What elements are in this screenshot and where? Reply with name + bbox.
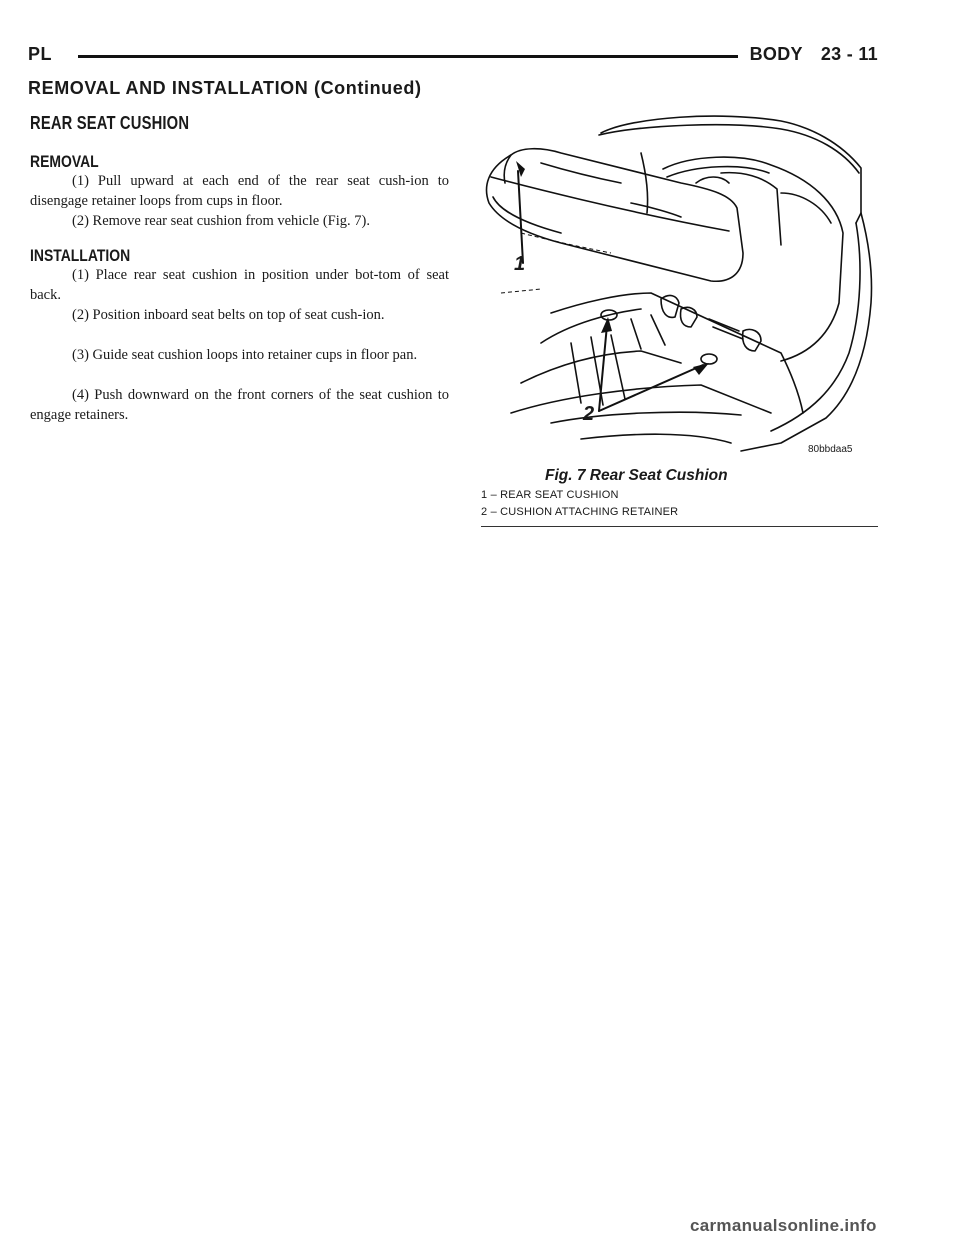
figure-caption: Fig. 7 Rear Seat Cushion (545, 467, 728, 484)
watermark: carmanualsonline.info (690, 1216, 877, 1235)
topic-heading: REAR SEAT CUSHION (30, 113, 190, 133)
installation-step-1: (1) Place rear seat cushion in position under bot-tom of seat back. (30, 267, 449, 303)
section-title: REMOVAL AND INSTALLATION (Continued) (28, 78, 422, 98)
legend-item-2: 2 – CUSHION ATTACHING RETAINER (481, 506, 679, 518)
header-section: BODY (749, 44, 803, 64)
installation-step-4: (4) Push downward on the front corners of the seat cushion to engage retainers. (30, 387, 449, 423)
header-right (750, 44, 878, 65)
rear-seat-cushion-illustration (481, 113, 878, 461)
header-rule (78, 55, 738, 58)
callout-2: 2 (583, 403, 595, 425)
installation-step-2: (2) Position inboard seat belts on top of seat cush-ion. (72, 307, 385, 323)
removal-step-2: (2) Remove rear seat cushion from vehicle (Fig. 7). (72, 213, 370, 229)
legend-item-1: 1 – REAR SEAT CUSHION (481, 489, 619, 501)
installation-step-3: (3) Guide seat cushion loops into retainer cups in floor pan. (72, 347, 418, 363)
figure-rule (481, 526, 878, 527)
callout-1: 1 (514, 253, 526, 275)
removal-heading: REMOVAL (30, 152, 99, 171)
header-model: PL (28, 44, 53, 64)
installation-heading: INSTALLATION (30, 246, 131, 265)
figure-code: 80bbdaa5 (808, 444, 853, 455)
page-header (28, 44, 878, 70)
header-page-number: 23 - 11 (820, 44, 878, 64)
removal-step-1: (1) Pull upward at each end of the rear seat cush-ion to disengage retainer loops from cups in floor. (30, 173, 449, 209)
